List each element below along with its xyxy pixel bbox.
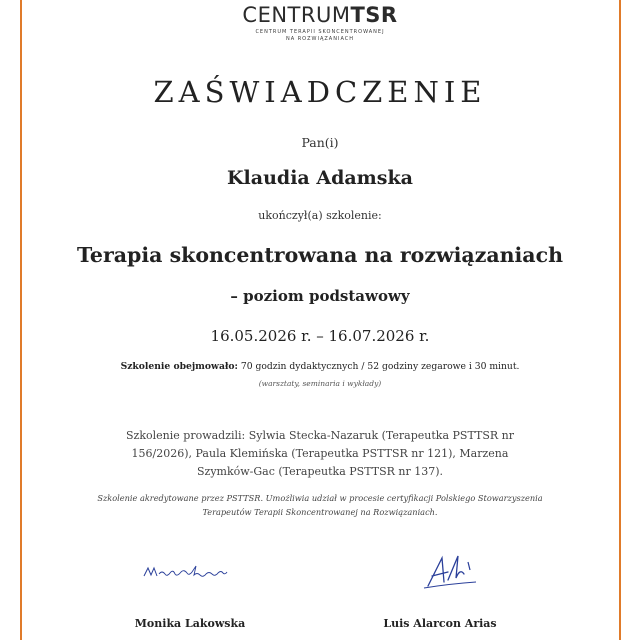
left-signature-image (140, 560, 240, 584)
logo-word-light: CENTRUM (242, 3, 351, 27)
course-forms: (warsztaty, seminaria i wykłady) (258, 379, 382, 388)
left-signature-stroke (144, 568, 157, 576)
left-signatory-name: Monika Lakowska (134, 617, 246, 630)
centrum-tsr-logo (0, 2, 640, 43)
logo-word-bold: TSR (350, 3, 398, 27)
course-scope (20, 361, 620, 372)
logo-subtitle-line2: NA ROZWIĄZANIACH (285, 36, 355, 42)
scope-label: Szkolenie obejmowało: (120, 361, 238, 372)
course-title: Terapia skoncentrowana na rozwiązaniach (77, 243, 563, 267)
participant-name: Klaudia Adamska (227, 167, 413, 189)
accreditation-text: Szkolenie akredytowane przez PSTTSR. Umożliwia udział w procesie certyfikacji Polskiego Stowarzyszenia Terapeutów Terapii Skoncentrowanej na Rozwiązaniach. (97, 493, 543, 517)
logo-wordmark (0, 2, 640, 28)
certificate-title: ZAŚWIADCZENIE (153, 75, 487, 109)
course-dates: 16.05.2026 r. – 16.07.2026 r. (210, 327, 430, 345)
right-signature-stroke (428, 556, 464, 586)
logo-subtitle-line1: CENTRUM TERAPII SKONCENTROWANEJ (255, 29, 385, 35)
course-level: – poziom podstawowy (230, 287, 410, 305)
scope-text: 70 godzin dydaktycznych / 52 godziny zegarowe i 30 minut. (237, 361, 520, 372)
left-signature-script (159, 566, 227, 576)
right-signature-image (418, 548, 482, 592)
right-signature-underline (424, 582, 476, 588)
completed-text: ukończył(a) szkolenie: (258, 209, 382, 222)
trainers-text: Szkolenie prowadzili: Sylwia Stecka-Nazaruk (Terapeutka PSTTSR nr 156/2026), Paula Klemińska (Terapeutka PSTTSR nr 121), Marzena Szymków-Gac (Terapeutka PSTTSR nr 137). (126, 429, 514, 478)
right-signature-mark (468, 562, 470, 570)
right-signatory-name: Luis Alarcon Arias (383, 617, 497, 630)
salutation: Pan(i) (301, 135, 339, 150)
